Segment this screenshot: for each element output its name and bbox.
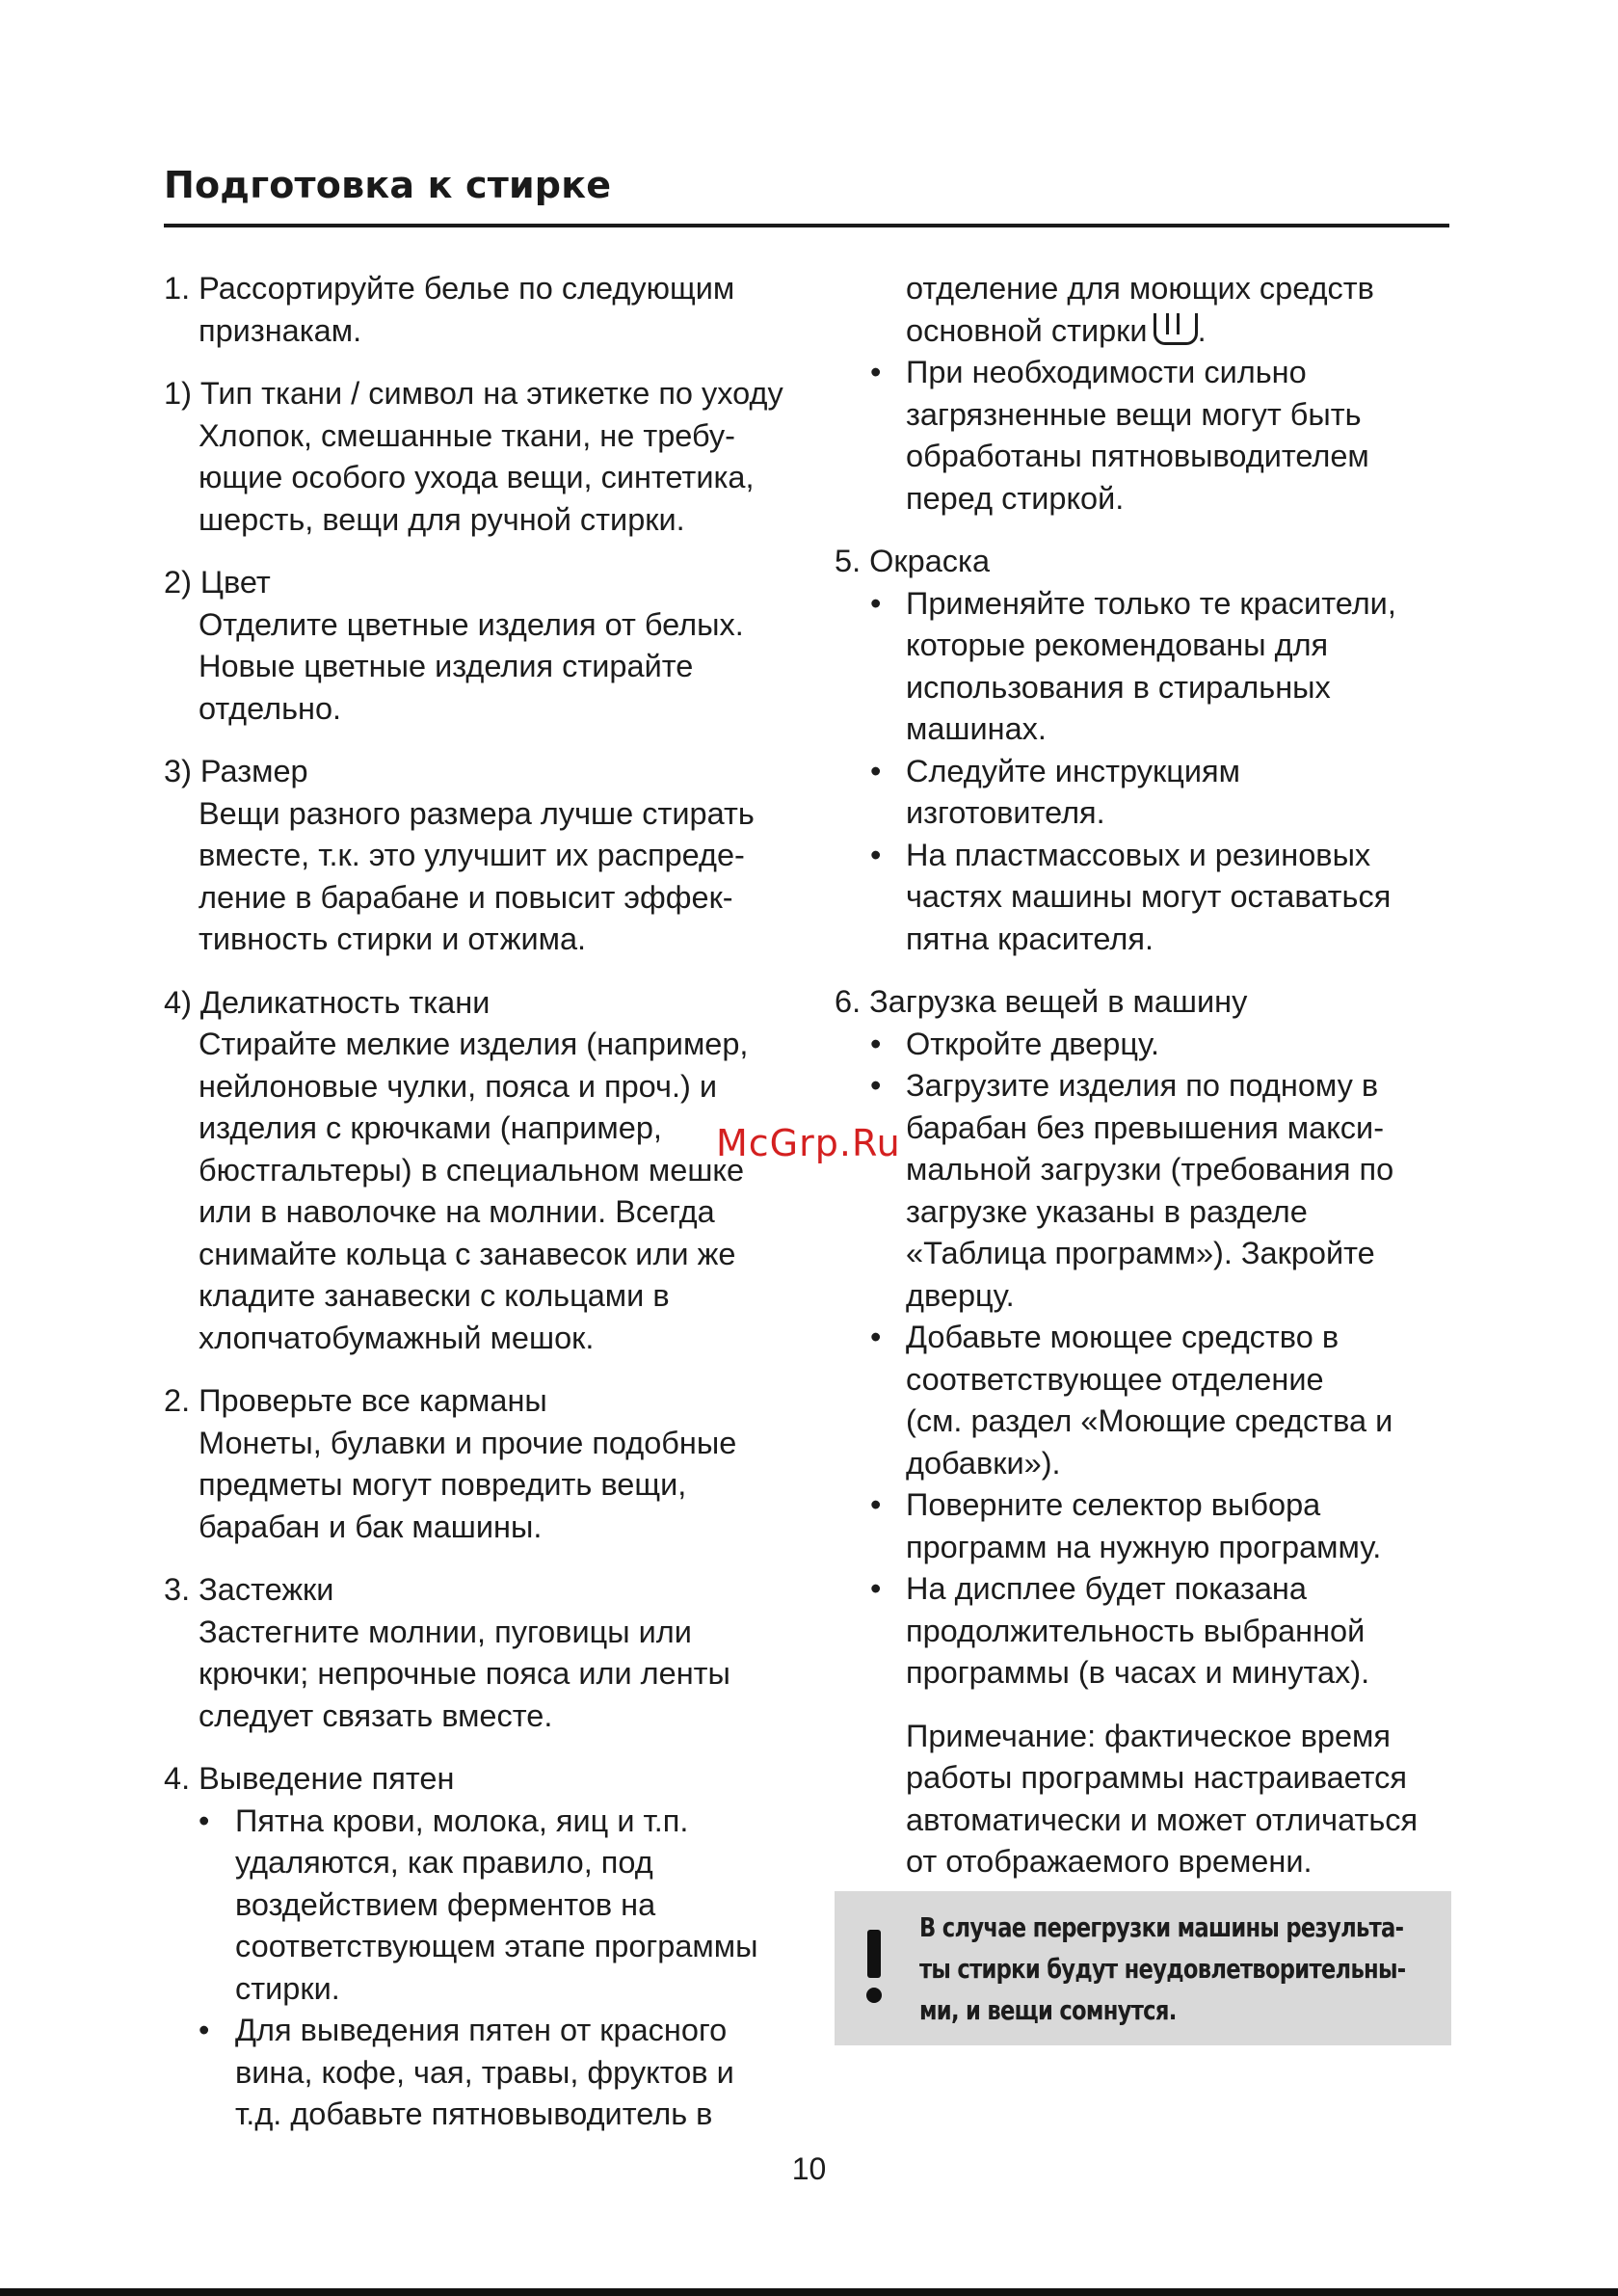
text-line: На пластмассовых и резиновых (906, 837, 1371, 872)
subsection-heading: 4) Деликатность ткани (164, 984, 491, 1020)
section-6 (835, 981, 1451, 1695)
text-line: нейлоновые чулки, пояса и проч.) и (199, 1068, 718, 1104)
text-line: ющие особого ухода вещи, синтетика, (199, 460, 755, 494)
text-line: соответствующее отделение (906, 1361, 1324, 1397)
bullet-item (835, 1484, 1451, 1568)
text-line: Применяйте только те красители, (906, 585, 1396, 621)
section-1 (164, 268, 800, 352)
text-line: На дисплее будет показана (906, 1571, 1307, 1606)
subsection-heading: 1) Тип ткани / символ на этикетке по уходу (164, 376, 783, 411)
section-1-2 (164, 562, 800, 730)
text-line: Примечание: фактическое время (906, 1718, 1391, 1753)
subsection-heading: 2) Цвет (164, 565, 271, 600)
section-1-4 (164, 982, 800, 1360)
bullet-icon: • (199, 1802, 210, 1838)
warning-box (835, 1891, 1451, 2045)
text-line: Новые цветные изделия стирайте (199, 649, 694, 683)
text-line: добавки»). (906, 1445, 1061, 1481)
text-line: вина, кофе, чая, травы, фруктов и (235, 2054, 734, 2090)
bullet-icon: • (870, 1320, 882, 1354)
text-line: В случае перегрузки машины результа- (919, 1911, 1404, 1943)
text-line: ми, и вещи сомнутся. (919, 1994, 1177, 2026)
text-line: барабан без превышения макси- (906, 1109, 1385, 1145)
bullet-item (164, 2010, 800, 2136)
text-line: кладите занавески с кольцами в (199, 1278, 670, 1313)
section-heading: 5. Окраска (835, 544, 991, 578)
text-line: загрузке указаны в разделе (906, 1193, 1308, 1229)
text-line: При необходимости сильно (906, 355, 1307, 389)
text-line: предметы могут повредить вещи, (199, 1467, 687, 1502)
text-line: крючки; непрочные пояса или ленты (199, 1656, 730, 1691)
bullet-icon: • (870, 837, 882, 872)
text-line: удаляются, как правило, под (235, 1845, 653, 1880)
text-line: вместе, т.к. это улучшит их распреде- (199, 838, 745, 872)
bullet-icon: • (870, 585, 882, 621)
bullet-item (835, 835, 1451, 961)
text-line: ление в барабане и повысит эффек- (199, 879, 733, 915)
text-line: шерсть, вещи для ручной стирки. (199, 501, 685, 537)
bullet-icon: • (870, 1571, 882, 1606)
subsection-heading: 3) Размер (164, 754, 308, 788)
note-paragraph (835, 1716, 1451, 1883)
bottom-border (0, 2288, 1618, 2296)
bullet-item (835, 1024, 1451, 1066)
text-line: частях машины могут оставаться (906, 879, 1392, 914)
bullet-item (835, 751, 1451, 835)
text-line: дверцу. (906, 1277, 1015, 1313)
text-line: стирки. (235, 1970, 340, 2006)
section-4-continued (835, 268, 1451, 520)
text-line: перед стиркой. (906, 480, 1125, 516)
section-1-3 (164, 751, 800, 961)
text-line: продолжительность выбранной (906, 1613, 1366, 1648)
text-line: 1. Рассортируйте белье по следующим (164, 271, 735, 306)
text-line: Для выведения пятен от красного (235, 2013, 728, 2047)
bullet-icon: • (870, 1487, 882, 1522)
text-line: машинах. (906, 711, 1047, 746)
text-line: Следуйте инструкциям (906, 753, 1240, 788)
bullet-icon: • (870, 753, 882, 788)
text-line: которые рекомендованы для (906, 627, 1329, 662)
text-line: или в наволочке на молнии. Всегда (199, 1194, 715, 1229)
section-2 (164, 1380, 800, 1548)
text-line: «Таблица программ»). Закройте (906, 1236, 1375, 1270)
text-line: автоматически и может отличаться (906, 1802, 1419, 1837)
page-title: Подготовка к стирке (164, 164, 612, 206)
text-line: изготовителя. (906, 795, 1105, 830)
text-line (906, 310, 1451, 353)
section-5 (835, 541, 1451, 960)
title-underline (164, 224, 1449, 227)
text-line: от отображаемого времени. (906, 1844, 1313, 1879)
text-line: (см. раздел «Моющие средства и (906, 1403, 1393, 1438)
bullet-item (835, 1065, 1451, 1317)
text-line: барабан и бак машины. (199, 1508, 543, 1544)
text-fragment: . (1197, 312, 1207, 348)
text-line: Вещи разного размера лучше стирать (199, 795, 755, 831)
bullet-icon: • (870, 1026, 882, 1061)
text-line: программы (в часах и минутах). (906, 1655, 1370, 1690)
text-line: тивность стирки и отжима. (199, 921, 587, 956)
exclamation-icon (863, 1930, 885, 2007)
section-1-1 (164, 373, 800, 541)
text-line: признакам. (199, 312, 362, 348)
text-line: ты стирки будут неудовлетворительны- (919, 1953, 1406, 1985)
bullet-item (835, 1317, 1451, 1484)
text-line: мальной загрузки (требования по (906, 1152, 1394, 1187)
bullet-item (164, 1801, 800, 2011)
bullet-icon: • (870, 355, 882, 389)
text-line: Отделите цветные изделия от белых. (199, 606, 744, 642)
text-line: программ на нужную программу. (906, 1529, 1382, 1564)
bullet-icon: • (870, 1068, 882, 1103)
text-line: следует связать вместе. (199, 1697, 553, 1733)
text-line: т.д. добавьте пятновыводитель в (235, 2096, 713, 2131)
page-number: 10 (791, 2151, 827, 2186)
bullet-icon: • (199, 2013, 210, 2047)
text-line: загрязненные вещи могут быть (906, 396, 1362, 432)
text-line: работы программы настраивается (906, 1760, 1408, 1795)
text-line: Стирайте мелкие изделия (например, (199, 1027, 749, 1061)
text-line: Загрузите изделия по подному в (906, 1068, 1379, 1103)
text-fragment: основной стирки (906, 312, 1148, 348)
bullet-item (835, 1568, 1451, 1695)
watermark: McGrp.Ru (716, 1122, 901, 1164)
right-column (835, 268, 1451, 1883)
text-line: обработаны пятновыводителем (906, 439, 1369, 473)
section-3 (164, 1569, 800, 1737)
text-line: соответствующем этапе программы (235, 1929, 758, 1963)
bullet-item (835, 583, 1451, 751)
text-line: Откройте дверцу. (906, 1026, 1159, 1061)
section-4 (164, 1758, 800, 2136)
section-heading: 3. Застежки (164, 1572, 334, 1607)
text-line: Хлопок, смешанные ткани, не требу- (199, 417, 735, 453)
section-heading: 4. Выведение пятен (164, 1761, 455, 1796)
bullet-item (835, 352, 1451, 520)
bullet-continuation (835, 268, 1451, 352)
text-line: пятна красителя. (906, 921, 1154, 956)
text-line: хлопчатобумажный мешок. (199, 1320, 595, 1355)
text-line: отделение для моющих средств (906, 271, 1374, 306)
text-line: отдельно. (199, 690, 342, 726)
text-line: изделия с крючками (например, (199, 1110, 662, 1145)
text-line: Поверните селектор выбора (906, 1487, 1321, 1522)
left-column (164, 268, 800, 2157)
text-line: Монеты, булавки и прочие подобные (199, 1425, 737, 1460)
text-line: Добавьте моющее средство в (906, 1320, 1339, 1354)
text-line: снимайте кольца с занавесок или же (199, 1236, 736, 1271)
text-line: воздействием ферментов на (235, 1886, 656, 1922)
text-line: Пятна крови, молока, яиц и т.п. (235, 1802, 689, 1838)
text-line: использования в стиральных (906, 669, 1331, 705)
text-line: Застегните молнии, пуговицы или (199, 1614, 692, 1649)
section-heading: 6. Загрузка вещей в машину (835, 984, 1248, 1019)
warning-text (919, 1907, 1406, 2031)
main-wash-compartment-icon (1154, 313, 1198, 345)
text-line: бюстгальтеры) в специальном мешке (199, 1152, 745, 1188)
section-heading: 2. Проверьте все карманы (164, 1383, 547, 1418)
